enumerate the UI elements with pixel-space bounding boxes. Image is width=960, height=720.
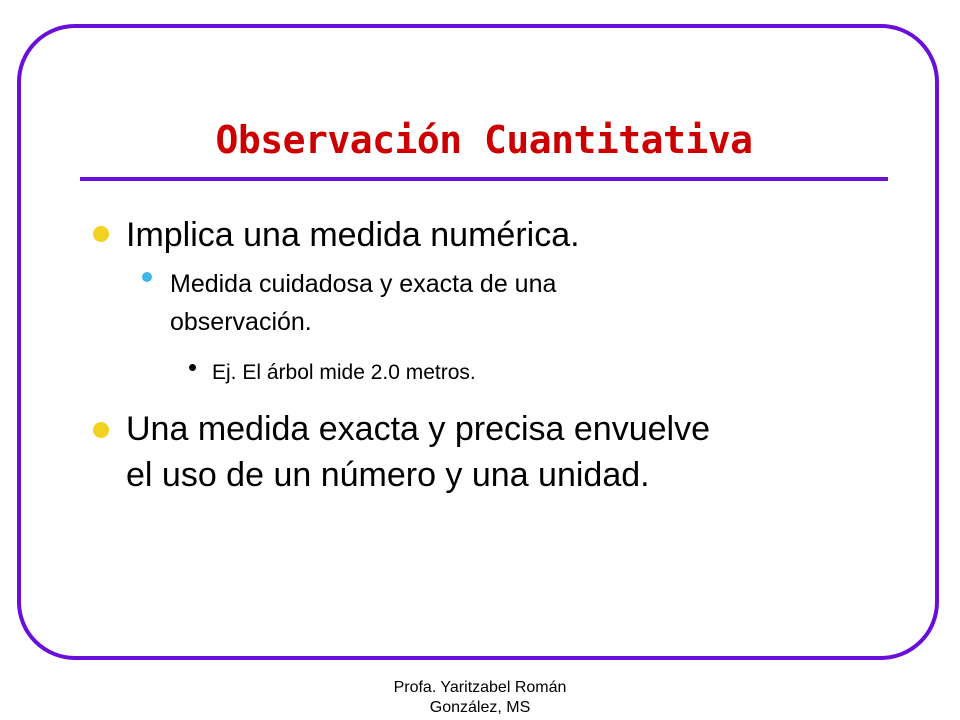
sub-bullet-1-line-2: observación. [170, 308, 312, 336]
yellow-dot-icon [93, 422, 109, 438]
black-dot-icon [189, 364, 196, 371]
footer-author-line-2: González, MS [429, 699, 531, 716]
footer-author-line-1: Profa. Yaritzabel Román [393, 679, 567, 696]
yellow-dot-icon [93, 226, 109, 242]
blue-dot-icon [142, 272, 152, 282]
sub-bullet-1-line-1: Medida cuidadosa y exacta de una [170, 270, 557, 298]
bullet-2-line-2: el uso de un número y una unidad. [126, 456, 650, 494]
bullet-2-line-1: Una medida exacta y precisa envuelve [126, 410, 710, 448]
title-underline [80, 177, 888, 181]
slide-title: Observación Cuantitativa [215, 118, 753, 162]
sub-sub-bullet-1-text: Ej. El árbol mide 2.0 metros. [212, 361, 476, 384]
bullet-1-text: Implica una medida numérica. [126, 216, 580, 254]
